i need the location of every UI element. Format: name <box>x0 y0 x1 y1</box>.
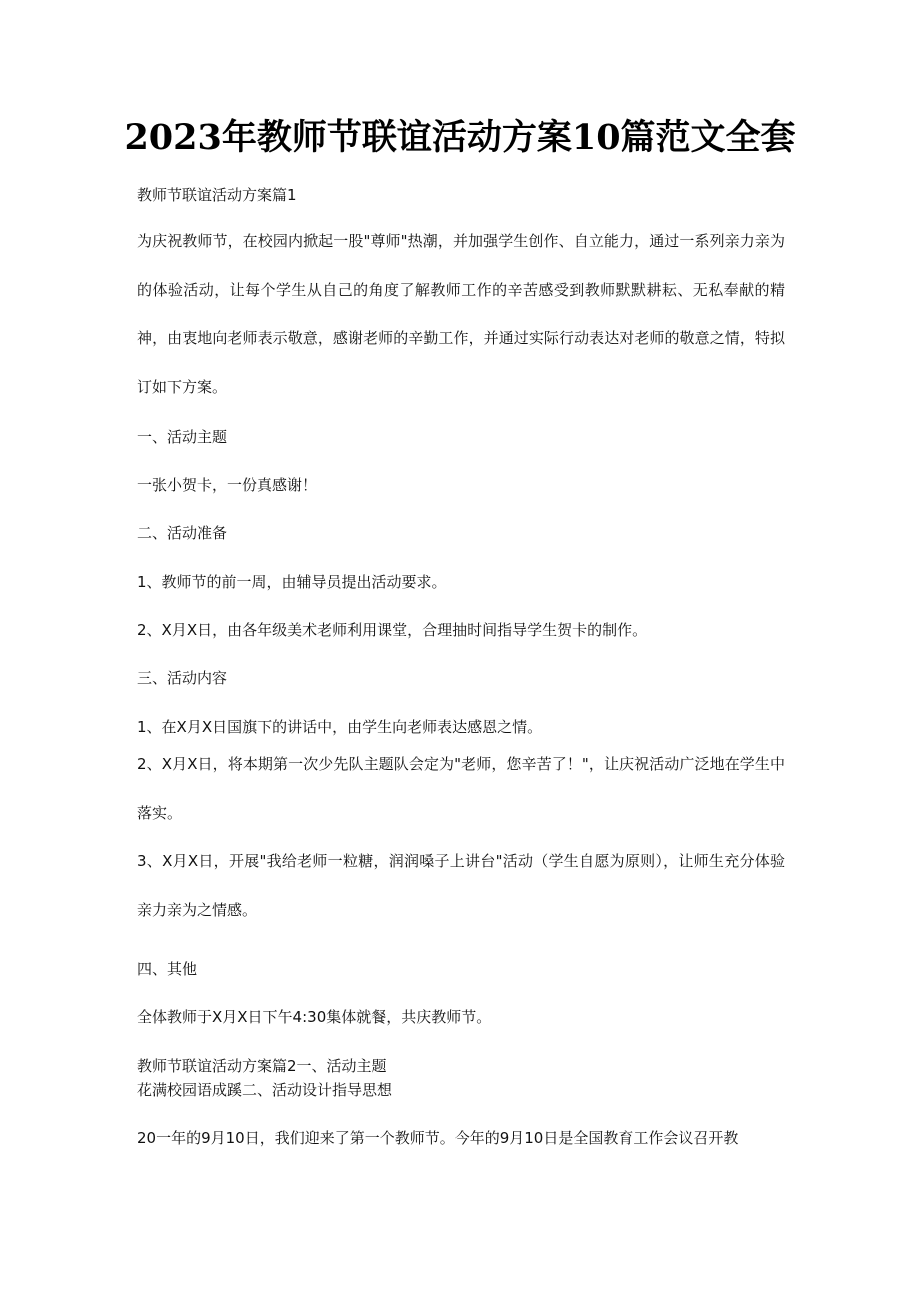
activity-theme-text: 一张小贺卡，一份真感谢！ <box>137 476 318 494</box>
heading-activity-theme: 一、活动主题 <box>137 428 228 446</box>
other-text: 全体教师于X月X日下午4:30集体就餐，共庆教师节。 <box>137 1008 492 1026</box>
part2-paragraph-start: 20一年的9月10日，我们迎来了第一个教师节。今年的9月10日是全国教育工作会议召开教 <box>137 1129 739 1147</box>
preparation-item-2: 2、X月X日，由各年级美术老师利用课堂，合理抽时间指导学生贺卡的制作。 <box>137 621 648 639</box>
intro-paragraph: 为庆祝教师节，在校园内掀起一股"尊师"热潮，并加强学生创作、自立能力，通过一系列亲力亲为的体验活动，让每个学生从自己的角度了解教师工作的辛苦感受到教师默默耕耘、无私奉献的精神，由衷地向老师表示敬意，感谢老师的辛勤工作，并通过实际行动表达对老师的敬意之情，特拟订如下方案。 <box>137 232 785 396</box>
content-item-3: 3、X月X日，开展"我给老师一粒糖，润润嗓子上讲台"活动（学生自愿为原则），让师生充分体验亲力亲为之情感。 <box>137 852 785 919</box>
document-title: 2023年教师节联谊活动方案10篇范文全套 <box>124 117 796 158</box>
heading-activity-content: 三、活动内容 <box>137 669 228 687</box>
part2-theme-line: 花满校园语成蹊二、活动设计指导思想 <box>137 1081 393 1099</box>
preparation-item-1: 1、教师节的前一周，由辅导员提出活动要求。 <box>137 573 447 591</box>
section-heading-part2: 教师节联谊活动方案篇2一、活动主题 <box>137 1057 387 1075</box>
heading-activity-preparation: 二、活动准备 <box>137 524 228 542</box>
heading-other: 四、其他 <box>137 960 198 978</box>
content-item-2: 2、X月X日，将本期第一次少先队主题队会定为"老师，您辛苦了！"，让庆祝活动广泛地在学生中落实。 <box>137 755 785 822</box>
content-item-1: 1、在X月X日国旗下的讲话中，由学生向老师表达感恩之情。 <box>137 718 543 736</box>
section-heading-part1: 教师节联谊活动方案篇1 <box>137 186 297 204</box>
